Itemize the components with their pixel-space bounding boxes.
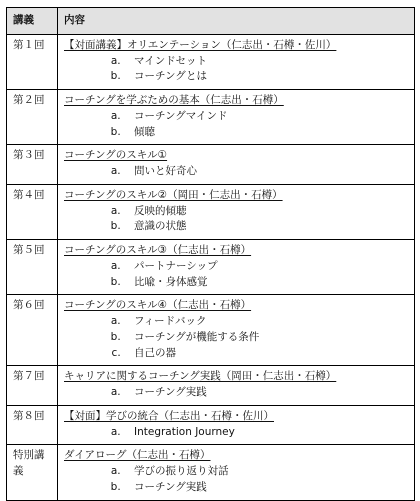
table-row xyxy=(7,366,415,406)
lecture-content xyxy=(58,405,415,445)
topic-list xyxy=(64,259,408,291)
lecture-title: ダイアローグ（仁志出・石樽） xyxy=(64,449,211,462)
topic-list xyxy=(64,385,408,401)
table-row xyxy=(7,405,415,445)
lecture-content xyxy=(58,90,415,145)
topic-item: c. 自己の器 xyxy=(124,346,408,362)
topic-item: a. マインドセット xyxy=(124,54,408,70)
lecture-title: キャリアに関するコーチング実践（岡田・仁志出・石樽） xyxy=(64,370,337,383)
table-row xyxy=(7,34,415,89)
lecture-number: 第７回 xyxy=(7,366,58,406)
lecture-content xyxy=(58,34,415,89)
topic-item: a. コーチング実践 xyxy=(124,385,408,401)
topic-list xyxy=(64,464,408,496)
lecture-title: コーチングのスキル④（仁志出・石樽） xyxy=(64,299,252,312)
lecture-content xyxy=(58,184,415,239)
topic-list xyxy=(64,425,408,441)
lecture-number: 第８回 xyxy=(7,405,58,445)
lecture-content xyxy=(58,240,415,295)
topic-list xyxy=(64,109,408,141)
topic-item: b. 比喩・身体感覚 xyxy=(124,275,408,291)
lecture-content xyxy=(58,445,415,500)
topic-list xyxy=(64,314,408,361)
topic-list xyxy=(64,164,408,180)
topic-item: a. Integration Journey xyxy=(124,425,408,441)
topic-item: a. 反映的傾聴 xyxy=(124,204,408,220)
lecture-number: 第３回 xyxy=(7,145,58,185)
topic-item: a. パートナーシップ xyxy=(124,259,408,275)
topic-item: b. 意識の状態 xyxy=(124,219,408,235)
header-content: 内容 xyxy=(58,8,415,35)
lecture-content xyxy=(58,145,415,185)
topic-item: a. フィードバック xyxy=(124,314,408,330)
topic-item: a. コーチングマインド xyxy=(124,109,408,125)
topic-item: b. コーチングとは xyxy=(124,69,408,85)
lecture-title: コーチングのスキル③（仁志出・石樽） xyxy=(64,244,252,256)
lecture-number: 第２回 xyxy=(7,90,58,145)
lecture-content xyxy=(58,366,415,406)
topic-item: a. 学びの振り返り対話 xyxy=(124,464,408,480)
table-row xyxy=(7,90,415,145)
lecture-number: 第６回 xyxy=(7,295,58,366)
table-row xyxy=(7,445,415,500)
header-lecture: 講義 xyxy=(7,8,58,35)
lecture-number: 特別講義 xyxy=(7,445,58,500)
topic-item: b. コーチングが機能する条件 xyxy=(124,330,408,346)
lecture-content xyxy=(58,295,415,366)
lecture-title: コーチングのスキル②（岡田・仁志出・石樽） xyxy=(64,188,283,201)
table-row xyxy=(7,240,415,295)
topic-item: b. コーチング実践 xyxy=(124,480,408,496)
table-row xyxy=(7,184,415,239)
lecture-title: コーチングのスキル① xyxy=(64,149,168,162)
lecture-number: 第４回 xyxy=(7,184,58,239)
topic-list xyxy=(64,204,408,236)
lecture-title: 【対面】学びの統合（仁志出・石樽・佐川） xyxy=(64,409,274,422)
lecture-number: 第５回 xyxy=(7,240,58,295)
lecture-number: 第１回 xyxy=(7,34,58,89)
topic-list xyxy=(64,54,408,86)
lecture-schedule-table xyxy=(6,7,415,501)
table-row xyxy=(7,295,415,366)
lecture-title: 【対面講義】オリエンテーション（仁志出・石樽・佐川） xyxy=(64,38,337,51)
topic-item: b. 傾聴 xyxy=(124,125,408,141)
table-row xyxy=(7,145,415,185)
table-header-row xyxy=(7,8,415,35)
lecture-title: コーチングを学ぶための基本（仁志出・石樽） xyxy=(64,94,284,106)
topic-item: a. 問いと好奇心 xyxy=(124,164,408,180)
